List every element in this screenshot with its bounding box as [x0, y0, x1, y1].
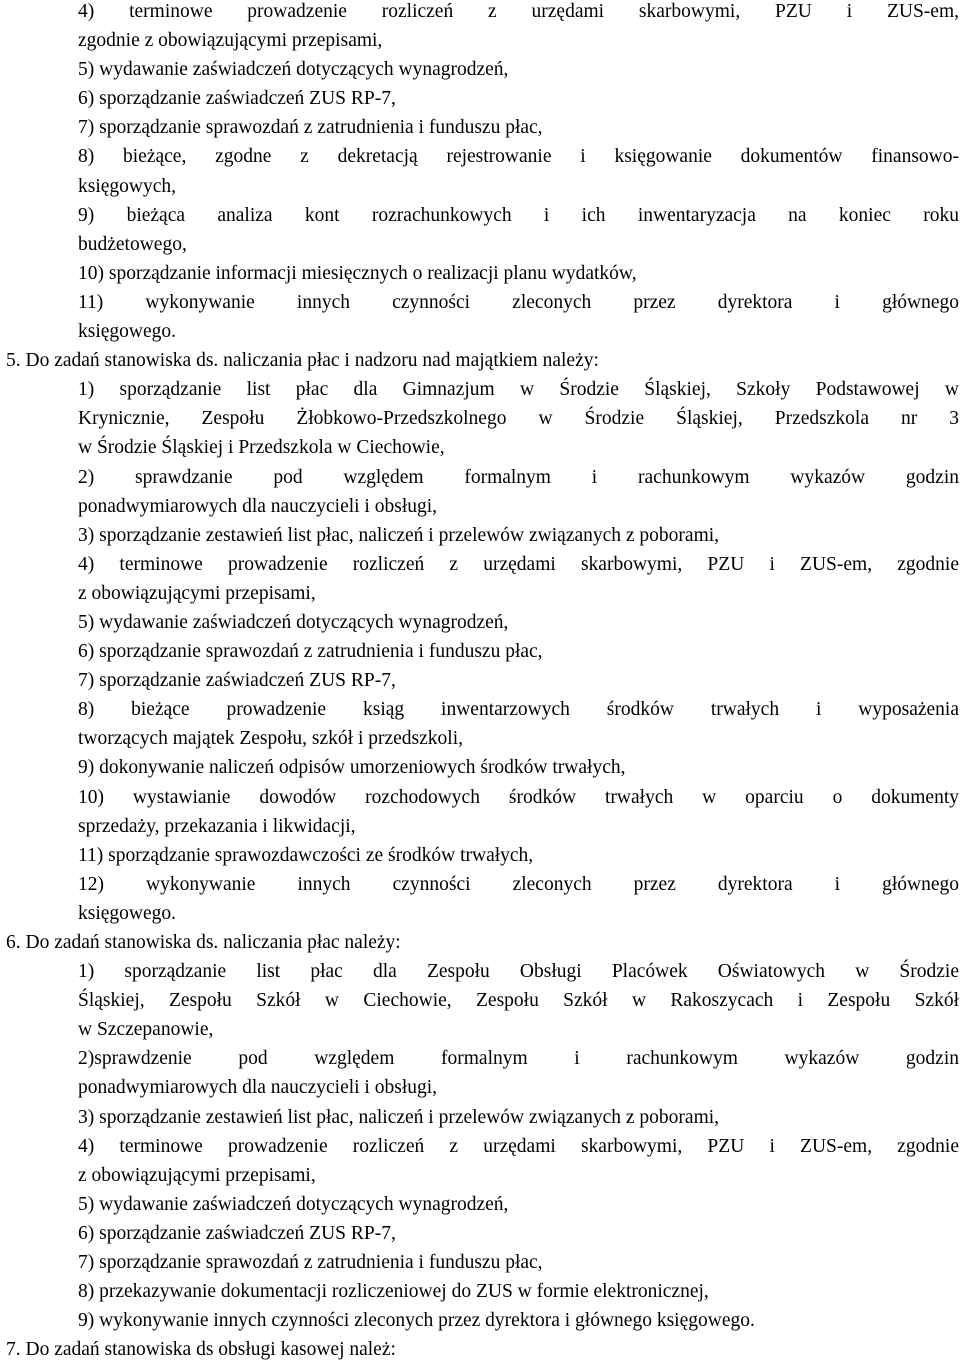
text-line: 8) przekazywanie dokumentacji rozliczeniowej do ZUS w formie elektronicznej,: [78, 1281, 709, 1303]
text-line: budżetowego,: [78, 233, 187, 255]
section-heading: 6. Do zadań stanowiska ds. naliczania płac należy:: [6, 932, 401, 953]
text-line: księgowych,: [78, 175, 177, 197]
text-line: 6) sporządzanie zaświadczeń ZUS RP-7,: [78, 88, 396, 110]
text-line: 10) wystawianie dowodów rozchodowych środków trwałych w oparciu o dokumenty: [78, 786, 959, 808]
text-line: 7) sporządzanie zaświadczeń ZUS RP-7,: [78, 670, 396, 692]
text-line: 12) wykonywanie innych czynności zleconych przez dyrektora i głównego: [78, 873, 959, 895]
text-line: 4) terminowe prowadzenie rozliczeń z urzędami skarbowymi, PZU i ZUS-em,: [78, 1, 959, 22]
text-line: z obowiązującymi przepisami,: [78, 582, 316, 604]
text-line: tworzących majątek Zespołu, szkół i przedszkoli,: [78, 728, 463, 750]
text-line: 1) sporządzanie list płac dla Gimnazjum w Środzie Śląskiej, Szkoły Podstawowej w: [78, 379, 959, 401]
text-line: 3) sporządzanie zestawień list płac, naliczeń i przelewów związanych z poborami,: [78, 524, 720, 546]
text-line: 10) sporządzanie informacji miesięcznych o realizacji planu wydatków,: [78, 262, 637, 284]
text-line: w Szczepanowie,: [78, 1019, 214, 1041]
text-line: 7) sporządzanie sprawozdań z zatrudnienia i funduszu płac,: [78, 117, 543, 139]
text-line: 4) terminowe prowadzenie rozliczeń z urzędami skarbowymi, PZU i ZUS-em, zgodnie: [78, 1135, 959, 1157]
text-line: księgowego.: [78, 321, 177, 343]
section-heading: 7. Do zadań stanowiska ds obsługi kasowej należ:: [6, 1339, 396, 1361]
text-line: ponadwymiarowych dla nauczycieli i obsługi,: [78, 495, 438, 517]
text-line: księgowego.: [78, 902, 177, 924]
text-line: 6) sporządzanie zaświadczeń ZUS RP-7,: [78, 1222, 396, 1244]
text-line: 9) bieżąca analiza kont rozrachunkowych i ich inwentaryzacja na koniec roku: [78, 204, 959, 226]
text-line: 5) wydawanie zaświadczeń dotyczących wynagrodzeń,: [78, 59, 509, 81]
text-line: 11) sporządzanie sprawozdawczości ze środków trwałych,: [78, 844, 534, 866]
text-line: ponadwymiarowych dla nauczycieli i obsługi,: [78, 1077, 438, 1099]
text-line: 7) sporządzanie sprawozdań z zatrudnienia i funduszu płac,: [78, 1252, 543, 1274]
text-line: 9) wykonywanie innych czynności zleconych przez dyrektora i głównego księgowego.: [78, 1310, 755, 1332]
text-line: Śląskiej, Zespołu Szkół w Ciechowie, Zespołu Szkół w Rakoszycach i Zespołu Szkół: [78, 990, 959, 1012]
text-line: 5) wydawanie zaświadczeń dotyczących wynagrodzeń,: [78, 611, 509, 633]
text-line: 2)sprawdzenie pod względem formalnym i rachunkowym wykazów godzin: [78, 1048, 959, 1070]
text-line: Krynicznie, Zespołu Żłobkowo-Przedszkolnego w Środzie Śląskiej, Przedszkola nr 3: [78, 408, 959, 430]
section-heading: 5. Do zadań stanowiska ds. naliczania płac i nadzoru nad majątkiem należy:: [6, 350, 599, 372]
text-line: 6) sporządzanie sprawozdań z zatrudnienia i funduszu płac,: [78, 641, 543, 663]
text-line: z obowiązującymi przepisami,: [78, 1164, 316, 1186]
text-line: 11) wykonywanie innych czynności zleconych przez dyrektora i głównego: [78, 291, 959, 313]
text-line: 5) wydawanie zaświadczeń dotyczących wynagrodzeń,: [78, 1193, 509, 1215]
text-line: 4) terminowe prowadzenie rozliczeń z urzędami skarbowymi, PZU i ZUS-em, zgodnie: [78, 553, 959, 575]
text-line: sprzedaży, przekazania i likwidacji,: [78, 815, 356, 837]
text-line: 8) bieżące prowadzenie ksiąg inwentarzowych środków trwałych i wyposażenia: [78, 699, 959, 721]
text-line: 1) sporządzanie list płac dla Zespołu Obsługi Placówek Oświatowych w Środzie: [78, 961, 959, 983]
text-line: 8) bieżące, zgodne z dekretacją rejestrowanie i księgowanie dokumentów finansowo-: [78, 146, 959, 168]
text-line: 3) sporządzanie zestawień list płac, naliczeń i przelewów związanych z poborami,: [78, 1106, 720, 1128]
text-line: w Środzie Śląskiej i Przedszkola w Ciechowie,: [78, 437, 445, 459]
text-line: 2) sprawdzanie pod względem formalnym i rachunkowym wykazów godzin: [78, 466, 959, 488]
text-line: 9) dokonywanie naliczeń odpisów umorzeniowych środków trwałych,: [78, 757, 626, 779]
text-line: zgodnie z obowiązującymi przepisami,: [78, 30, 383, 52]
